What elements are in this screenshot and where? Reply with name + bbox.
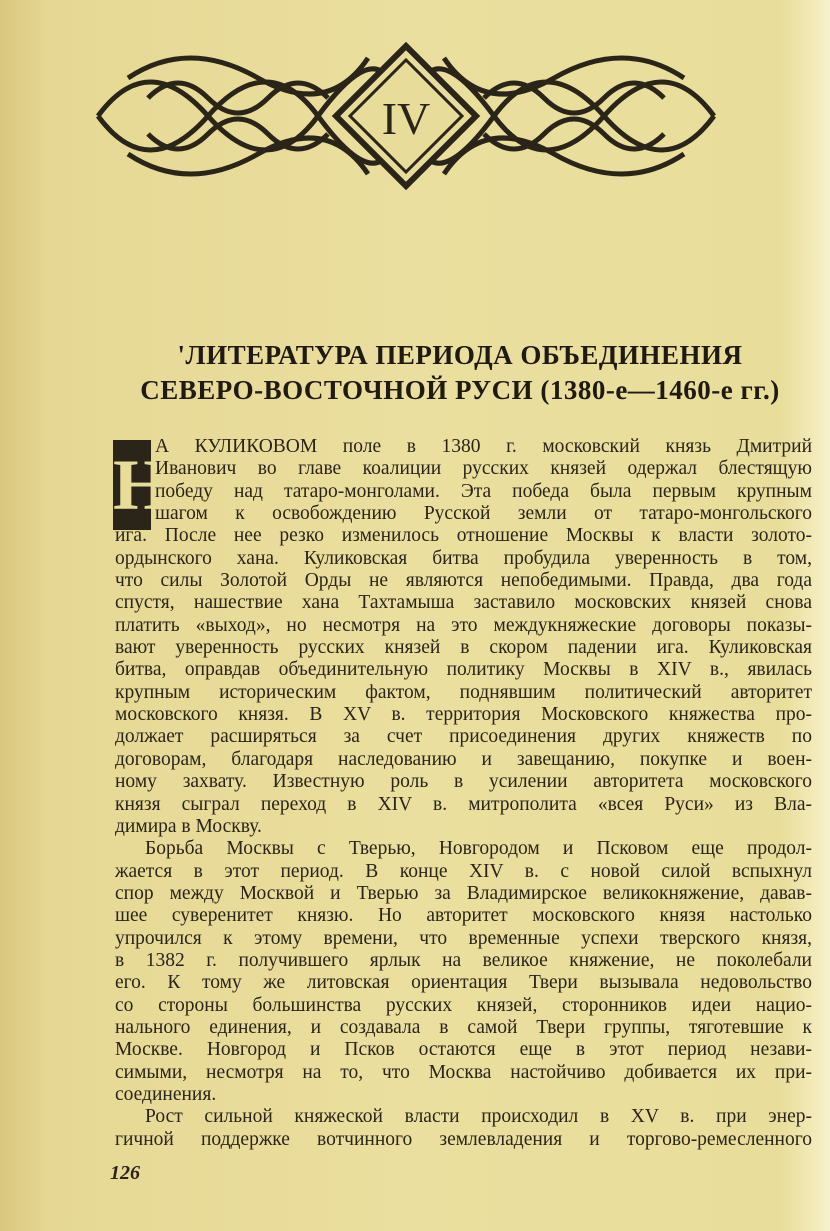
chapter-title-line-1: 'ЛИТЕРАТУРА ПЕРИОДА ОБЪЕДИНЕНИЯ — [177, 340, 743, 370]
text-line: платить «выход», но несмотря на это междукняжеские договоры показы- — [115, 614, 812, 636]
drop-cap: Н — [113, 440, 151, 530]
text-line: со стороны большинства русских князей, сторонников идеи нацио- — [115, 994, 812, 1016]
text-line: Борьба Москвы с Тверью, Новгородом и Псковом еще продол- — [145, 838, 812, 860]
text-line: А КУЛИКОВОМ поле в 1380 г. московский князь Дмитрий — [155, 436, 812, 457]
text-line: договорам, благодаря наследованию и завещанию, покупке и воен- — [115, 748, 812, 770]
text-line: вают уверенность русских князей в скором падении ига. Куликовская — [115, 637, 812, 659]
page-number: 126 — [110, 1162, 140, 1184]
text-line: соединения. — [115, 1083, 217, 1105]
text-line: Рост сильной княжеской власти происходил в XV в. при энер- — [145, 1106, 812, 1128]
text-line: в 1382 г. получившего ярлык на великое княжение, не поколебали — [115, 949, 812, 971]
text-line: что силы Золотой Орды не являются непобедимыми. Правда, два года — [115, 570, 812, 592]
text-line: московского князя. В XV в. территория Московского княжества про- — [115, 704, 812, 726]
chapter-number: IV — [381, 93, 431, 144]
text-line: битва, оправдав объединительную политику Москвы в XIV в., явилась — [115, 659, 812, 681]
text-line: победу над татаро-монголами. Эта победа была первым крупным — [155, 480, 812, 502]
text-line: должает расширяться за счет присоединения других княжеств по — [115, 726, 812, 748]
text-line: Иванович во главе коалиции русских князей одержал блестящую — [155, 458, 812, 480]
text-line: ордынского хана. Куликовская битва пробудила уверенность в том, — [115, 547, 812, 569]
text-line: Москве. Новгород и Псков остаются еще в этот период незави- — [115, 1039, 812, 1061]
text-line: димира в Москву. — [115, 815, 262, 837]
text-line: спор между Москвой и Тверью за Владимирское великокняжение, давав- — [115, 882, 812, 904]
text-line: упрочился к этому времени, что временные успехи тверского князя, — [115, 927, 812, 949]
text-line: нального единения, и создавала в самой Твери группы, тяготевшие к — [115, 1016, 812, 1038]
text-line: шагом к освобождению Русской земли от татаро-монгольского — [155, 503, 812, 525]
chapter-ornament — [88, 38, 724, 194]
text-line: ига. После нее резко изменилось отношение Москвы к власти золото- — [115, 525, 812, 547]
text-line: крупным историческим фактом, поднявшим политический авторитет — [115, 681, 812, 703]
text-line: спустя, нашествие хана Тахтамыша заставило московских князей снова — [115, 592, 812, 614]
text-line: князя сыграл переход в XIV в. митрополита «всея Руси» из Вла- — [115, 793, 812, 815]
text-line: симыми, несмотря на то, что Москва настойчиво добивается их при- — [115, 1061, 812, 1083]
text-line: ному захвату. Известную роль в усилении авторитета московского — [115, 771, 812, 793]
body-text — [115, 436, 812, 1151]
text-line: гичной поддержке вотчинного землевладения и торгово-ремесленного — [115, 1128, 812, 1150]
text-line: его. К тому же литовская ориентация Твери вызывала недовольство — [115, 972, 812, 994]
text-line: жается в этот период. В конце XIV в. с новой силой вспыхнул — [115, 860, 812, 882]
text-line: шее суверенитет князю. Но авторитет московского князя настолько — [115, 905, 812, 927]
chapter-title-line-2: СЕВЕРО-ВОСТОЧНОЙ РУСИ (1380-е—1460-е гг.) — [140, 375, 780, 405]
